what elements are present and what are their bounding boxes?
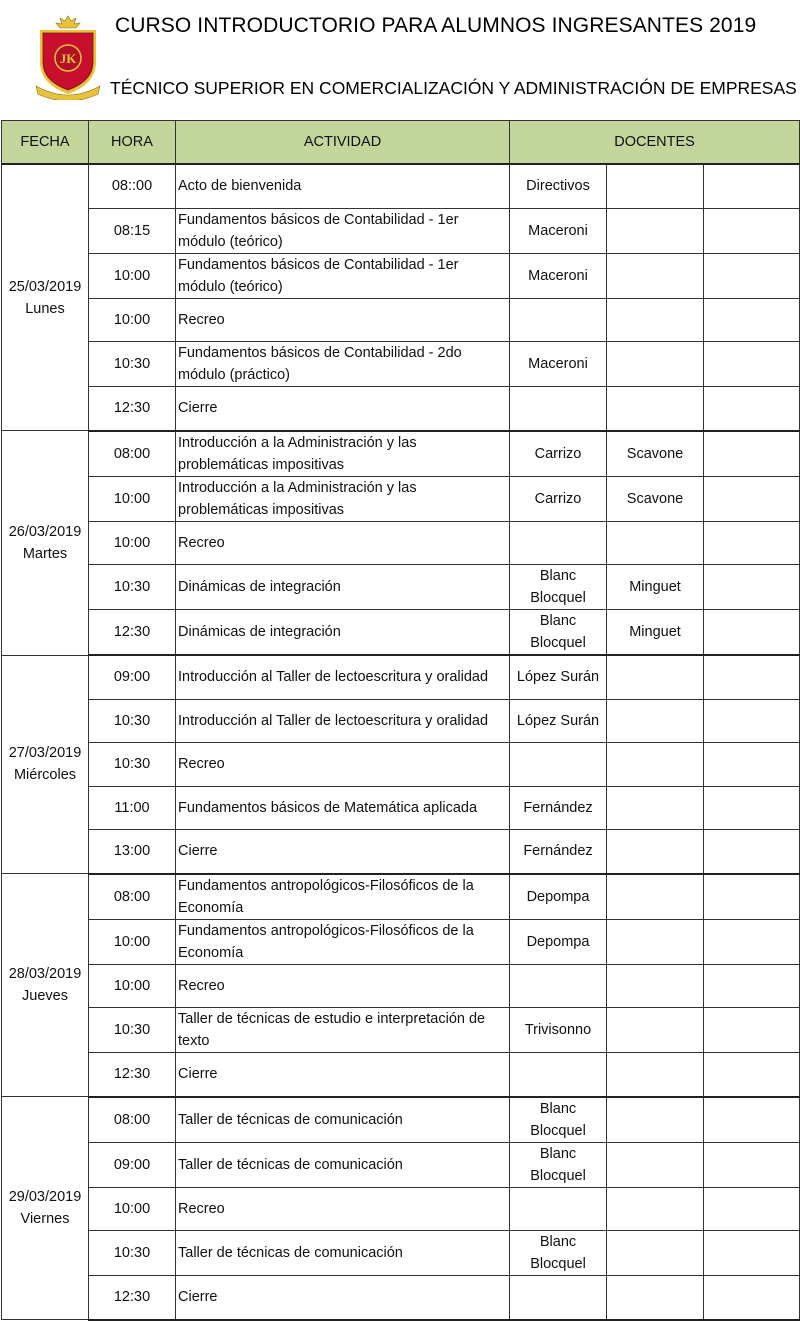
docente-cell: Minguet [607, 565, 704, 610]
actividad-cell: Recreo [176, 298, 510, 342]
table-row [2, 1053, 800, 1097]
docente-cell [704, 387, 800, 431]
docente-cell [704, 655, 800, 699]
page-subtitle: TÉCNICO SUPERIOR EN COMERCIALIZACIÓN Y ADMINISTRACIÓN DE EMPRESAS [110, 78, 797, 98]
docente-cell [607, 298, 704, 342]
hora-cell: 11:00 [89, 786, 176, 830]
date-cell [2, 874, 89, 1097]
docente-cell [607, 655, 704, 699]
hora-cell: 08:00 [89, 431, 176, 477]
table-row [2, 298, 800, 342]
docente-cell [704, 610, 800, 656]
docente-cell: Minguet [607, 610, 704, 656]
docente-cell [607, 521, 704, 565]
table-row [2, 1097, 800, 1143]
docente-cell [607, 1187, 704, 1231]
table-row [2, 743, 800, 787]
actividad-cell: Taller de técnicas de comunicación [176, 1142, 510, 1187]
table-row [2, 1276, 800, 1320]
actividad-cell: Introducción a la Administración y las problemáticas impositivas [176, 476, 510, 521]
docente-cell: Directivos [510, 164, 607, 208]
docente-cell [704, 565, 800, 610]
hora-cell: 10:00 [89, 253, 176, 298]
hora-cell: 08:00 [89, 874, 176, 920]
docente-cell [607, 342, 704, 387]
actividad-cell: Acto de bienvenida [176, 164, 510, 208]
table-row [2, 164, 800, 208]
docente-cell: Fernández [510, 830, 607, 874]
weekday-value: Lunes [25, 300, 65, 317]
column-header-fecha: FECHA [2, 121, 89, 165]
table-row [2, 655, 800, 699]
docente-cell: Depompa [510, 919, 607, 964]
hora-cell: 10:30 [89, 743, 176, 787]
hora-cell: 09:00 [89, 655, 176, 699]
hora-cell: 10:00 [89, 919, 176, 964]
docente-cell [607, 699, 704, 743]
docente-cell [704, 476, 800, 521]
docente-cell [607, 919, 704, 964]
actividad-cell: Recreo [176, 1187, 510, 1231]
docente-cell [704, 1142, 800, 1187]
actividad-cell: Cierre [176, 830, 510, 874]
docente-cell: Depompa [510, 874, 607, 920]
date-cell [2, 655, 89, 874]
actividad-cell: Introducción a la Administración y las problemáticas impositivas [176, 431, 510, 477]
date-cell [2, 164, 89, 431]
docente-cell [607, 1053, 704, 1097]
table-row [2, 1231, 800, 1276]
docente-cell [704, 298, 800, 342]
docente-cell: López Surán [510, 655, 607, 699]
docente-cell [704, 786, 800, 830]
actividad-cell: Taller de técnicas de comunicación [176, 1097, 510, 1143]
docente-cell [607, 1008, 704, 1053]
table-row [2, 964, 800, 1008]
docente-cell [704, 1231, 800, 1276]
docente-cell [607, 1142, 704, 1187]
docente-cell: Trivisonno [510, 1008, 607, 1053]
column-header-actividad: ACTIVIDAD [176, 121, 510, 165]
hora-cell: 10:00 [89, 521, 176, 565]
hora-cell: 10:00 [89, 1187, 176, 1231]
table-row [2, 476, 800, 521]
actividad-cell: Recreo [176, 521, 510, 565]
table-row [2, 1008, 800, 1053]
weekday-value: Miércoles [13, 767, 77, 784]
docente-cell: Scavone [607, 476, 704, 521]
actividad-cell: Dinámicas de integración [176, 565, 510, 610]
docente-cell [510, 743, 607, 787]
actividad-cell: Introducción al Taller de lectoescritura y oralidad [176, 699, 510, 743]
docente-cell [607, 786, 704, 830]
docente-cell [704, 1276, 800, 1320]
docente-cell [510, 521, 607, 565]
table-row [2, 565, 800, 610]
hora-cell: 12:30 [89, 1053, 176, 1097]
docente-cell [607, 743, 704, 787]
docente-cell: López Surán [510, 699, 607, 743]
docente-cell [704, 830, 800, 874]
weekday-value: Martes [22, 545, 68, 562]
hora-cell: 08::00 [89, 164, 176, 208]
docente-cell [510, 964, 607, 1008]
docente-cell: Maceroni [510, 253, 607, 298]
docente-cell [704, 1187, 800, 1231]
hora-cell: 10:00 [89, 298, 176, 342]
docente-cell: Scavone [607, 431, 704, 477]
docente-cell [704, 964, 800, 1008]
docente-cell [607, 1276, 704, 1320]
date-value: 28/03/2019 [8, 966, 82, 982]
date-value: 29/03/2019 [8, 1189, 82, 1205]
docente-cell [510, 1276, 607, 1320]
hora-cell: 10:30 [89, 1008, 176, 1053]
column-header-hora: HORA [89, 121, 176, 165]
hora-cell: 10:00 [89, 476, 176, 521]
docente-cell [607, 1097, 704, 1143]
table-row [2, 431, 800, 477]
docente-cell [607, 874, 704, 920]
table-row [2, 699, 800, 743]
docente-cell [704, 699, 800, 743]
docente-cell [704, 874, 800, 920]
docente-cell [510, 1187, 607, 1231]
schedule-table [1, 120, 800, 1321]
docente-cell: Blanc Blocquel [510, 565, 607, 610]
docente-cell [510, 298, 607, 342]
docente-cell: Maceroni [510, 208, 607, 253]
docente-cell [704, 919, 800, 964]
date-cell [2, 431, 89, 656]
svg-text:JK: JK [59, 51, 77, 66]
docente-cell [607, 208, 704, 253]
weekday-value: Viernes [20, 1211, 70, 1227]
docente-cell [607, 387, 704, 431]
page-header [0, 0, 800, 118]
date-cell [2, 1097, 89, 1320]
actividad-cell: Fundamentos básicos de Contabilidad - 1er módulo (teórico) [176, 208, 510, 253]
column-header-docentes: DOCENTES [510, 121, 800, 165]
docente-cell [704, 253, 800, 298]
docente-cell [704, 521, 800, 565]
docente-cell [510, 387, 607, 431]
hora-cell: 10:00 [89, 964, 176, 1008]
docente-cell [704, 342, 800, 387]
table-row [2, 521, 800, 565]
docente-cell [510, 1053, 607, 1097]
hora-cell: 12:30 [89, 610, 176, 656]
hora-cell: 12:30 [89, 1276, 176, 1320]
table-row [2, 208, 800, 253]
hora-cell: 10:30 [89, 342, 176, 387]
docente-cell [607, 164, 704, 208]
date-value: 27/03/2019 [8, 745, 82, 762]
docente-cell [607, 1231, 704, 1276]
hora-cell: 10:30 [89, 1231, 176, 1276]
hora-cell: 13:00 [89, 830, 176, 874]
docente-cell: Carrizo [510, 476, 607, 521]
hora-cell: 12:30 [89, 387, 176, 431]
actividad-cell: Fundamentos básicos de Contabilidad - 1er módulo (teórico) [176, 253, 510, 298]
table-row [2, 253, 800, 298]
docente-cell [607, 253, 704, 298]
actividad-cell: Taller de técnicas de estudio e interpretación de texto [176, 1008, 510, 1053]
table-row [2, 786, 800, 830]
docente-cell [704, 208, 800, 253]
actividad-cell: Fundamentos antropológicos-Filosóficos de la Economía [176, 874, 510, 920]
docente-cell [607, 964, 704, 1008]
date-value: 26/03/2019 [8, 523, 82, 540]
docente-cell: Carrizo [510, 431, 607, 477]
actividad-cell: Cierre [176, 387, 510, 431]
page-title: CURSO INTRODUCTORIO PARA ALUMNOS INGRESANTES 2019 [115, 14, 757, 37]
date-value: 25/03/2019 [8, 278, 82, 295]
docente-cell [704, 1097, 800, 1143]
docente-cell: Maceroni [510, 342, 607, 387]
docente-cell: Blanc Blocquel [510, 1097, 607, 1143]
school-crest-logo [32, 14, 104, 100]
table-row [2, 874, 800, 920]
table-row [2, 610, 800, 656]
table-row [2, 387, 800, 431]
docente-cell: Blanc Blocquel [510, 1231, 607, 1276]
hora-cell: 10:30 [89, 565, 176, 610]
hora-cell: 08:00 [89, 1097, 176, 1143]
actividad-cell: Fundamentos antropológicos-Filosóficos de la Economía [176, 919, 510, 964]
actividad-cell: Cierre [176, 1053, 510, 1097]
actividad-cell: Cierre [176, 1276, 510, 1320]
hora-cell: 08:15 [89, 208, 176, 253]
docente-cell: Blanc Blocquel [510, 610, 607, 656]
schedule-body [2, 164, 800, 1320]
actividad-cell: Dinámicas de integración [176, 610, 510, 656]
table-row [2, 830, 800, 874]
hora-cell: 09:00 [89, 1142, 176, 1187]
docente-cell [704, 743, 800, 787]
table-header-row [2, 121, 800, 165]
table-row [2, 342, 800, 387]
docente-cell [607, 830, 704, 874]
weekday-value: Jueves [22, 988, 68, 1004]
actividad-cell: Taller de técnicas de comunicación [176, 1231, 510, 1276]
docente-cell [704, 1008, 800, 1053]
hora-cell: 10:30 [89, 699, 176, 743]
docente-cell [704, 164, 800, 208]
docente-cell [704, 431, 800, 477]
actividad-cell: Recreo [176, 964, 510, 1008]
actividad-cell: Fundamentos básicos de Contabilidad - 2do módulo (práctico) [176, 342, 510, 387]
table-row [2, 1142, 800, 1187]
docente-cell [704, 1053, 800, 1097]
table-row [2, 1187, 800, 1231]
table-row [2, 919, 800, 964]
actividad-cell: Recreo [176, 743, 510, 787]
docente-cell: Blanc Blocquel [510, 1142, 607, 1187]
actividad-cell: Introducción al Taller de lectoescritura y oralidad [176, 655, 510, 699]
docente-cell: Fernández [510, 786, 607, 830]
actividad-cell: Fundamentos básicos de Matemática aplicada [176, 786, 510, 830]
